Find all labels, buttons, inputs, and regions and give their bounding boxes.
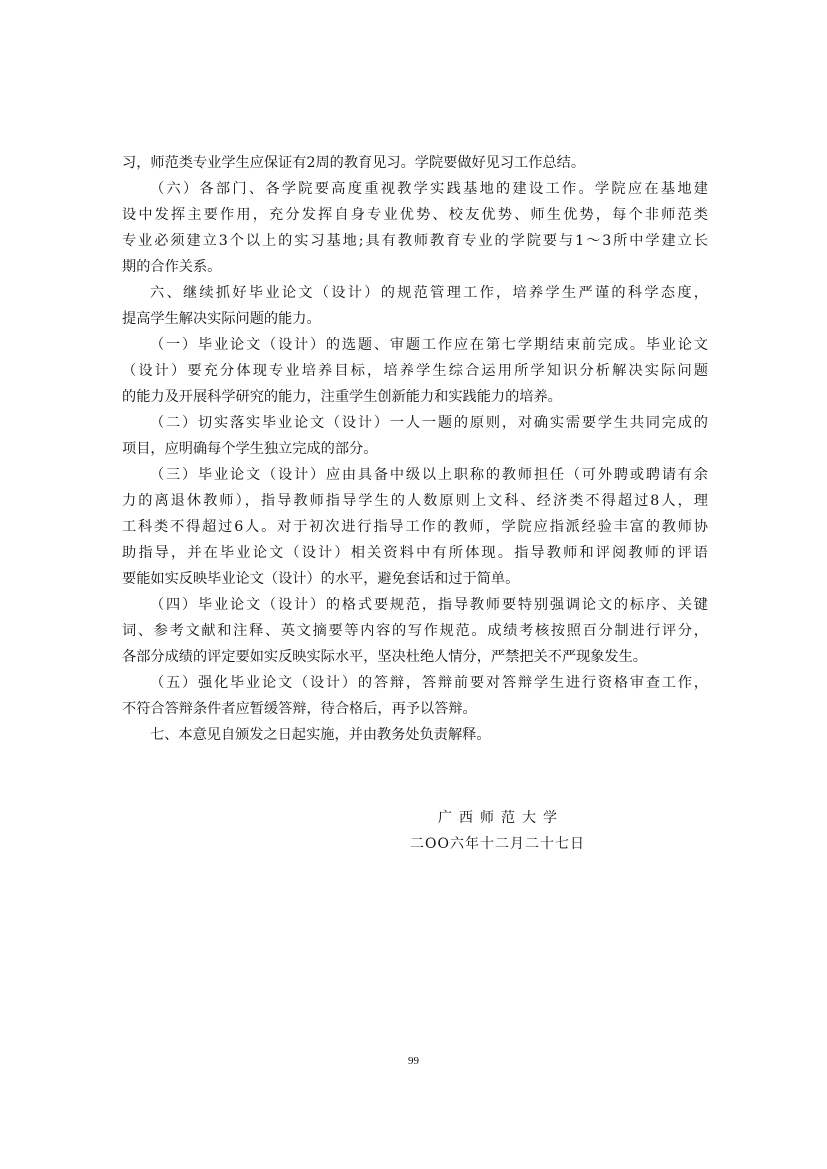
text-line: 项目，应明确每个学生独立完成的部分。 <box>122 441 378 457</box>
signature-date: 二OO六年十二月二十七日 <box>410 836 585 852</box>
paragraph <box>122 592 708 670</box>
text-line: （设计）要充分体现专业培养目标，培养学生综合运用所学知识分析解决实际问题 <box>122 363 708 379</box>
text-line: 期的合作关系。 <box>122 259 222 275</box>
text-line: （二）切实落实毕业论文（设计）一人一题的原则，对确实需要学生共同完成的 <box>150 415 708 431</box>
signature-organization: 广西师范大学 <box>438 810 564 826</box>
paragraph <box>122 670 708 722</box>
text-line: 提高学生解决实际问题的能力。 <box>122 311 321 327</box>
signature-block <box>422 805 564 831</box>
paragraph <box>122 176 708 280</box>
text-line: （三）毕业论文（设计）应由具备中级以上职称的教师担任（可外聘或聘请有余 <box>150 467 708 483</box>
text-line: 助指导，并在毕业论文（设计）相关资料中有所体现。指导教师和评阅教师的评语 <box>122 545 708 561</box>
document-body <box>122 150 708 748</box>
text-line: 习，师范类专业学生应保证有2周的教育见习。学院要做好见习工作总结。 <box>122 155 586 171</box>
text-line: （四）毕业论文（设计）的格式要规范，指导教师要特别强调论文的标序、关键 <box>150 597 708 613</box>
section-heading-paragraph <box>122 722 708 748</box>
paragraph <box>122 410 708 462</box>
paragraph <box>122 462 708 592</box>
page-number: 99 <box>408 1055 419 1067</box>
text-line: （五）强化毕业论文（设计）的答辩，答辩前要对答辩学生进行资格审查工作， <box>150 675 708 691</box>
text-line: 的能力及开展科学研究的能力，注重学生创新能力和实践能力的培养。 <box>122 389 562 405</box>
text-line: 词、参考文献和注释、英文摘要等内容的写作规范。成绩考核按照百分制进行评分， <box>122 623 708 639</box>
text-line: 六、继续抓好毕业论文（设计）的规范管理工作，培养学生严谨的科学态度， <box>150 285 708 301</box>
text-line: 不符合答辩条件者应暂缓答辩，待合格后，再予以答辩。 <box>122 701 477 717</box>
text-line: 力的离退休教师），指导教师指导学生的人数原则上文科、经济类不得超过8人，理 <box>122 493 708 509</box>
text-line: （一）毕业论文（设计）的选题、审题工作应在第七学期结束前完成。毕业论文 <box>150 337 708 353</box>
text-line: 各部分成绩的评定要如实反映实际水平，坚决杜绝人情分，严禁把关不严现象发生。 <box>122 649 647 665</box>
text-line: 七、本意见自颁发之日起实施，并由教务处负责解释。 <box>150 727 491 743</box>
text-line: 要能如实反映毕业论文（设计）的水平，避免套话和过于简单。 <box>122 571 520 587</box>
paragraph <box>122 150 708 176</box>
text-line: 工科类不得超过6人。对于初次进行指导工作的教师，学院应指派经验丰富的教师协 <box>122 519 708 535</box>
paragraph <box>122 332 708 410</box>
text-line: （六）各部门、各学院要高度重视教学实践基地的建设工作。学院应在基地建 <box>150 181 708 197</box>
text-line: 专业必须建立3个以上的实习基地;具有教师教育专业的学院要与1～3所中学建立长 <box>122 233 708 249</box>
section-heading-paragraph <box>122 280 708 332</box>
text-line: 设中发挥主要作用，充分发挥自身专业优势、校友优势、师生优势，每个非师范类 <box>122 207 708 223</box>
